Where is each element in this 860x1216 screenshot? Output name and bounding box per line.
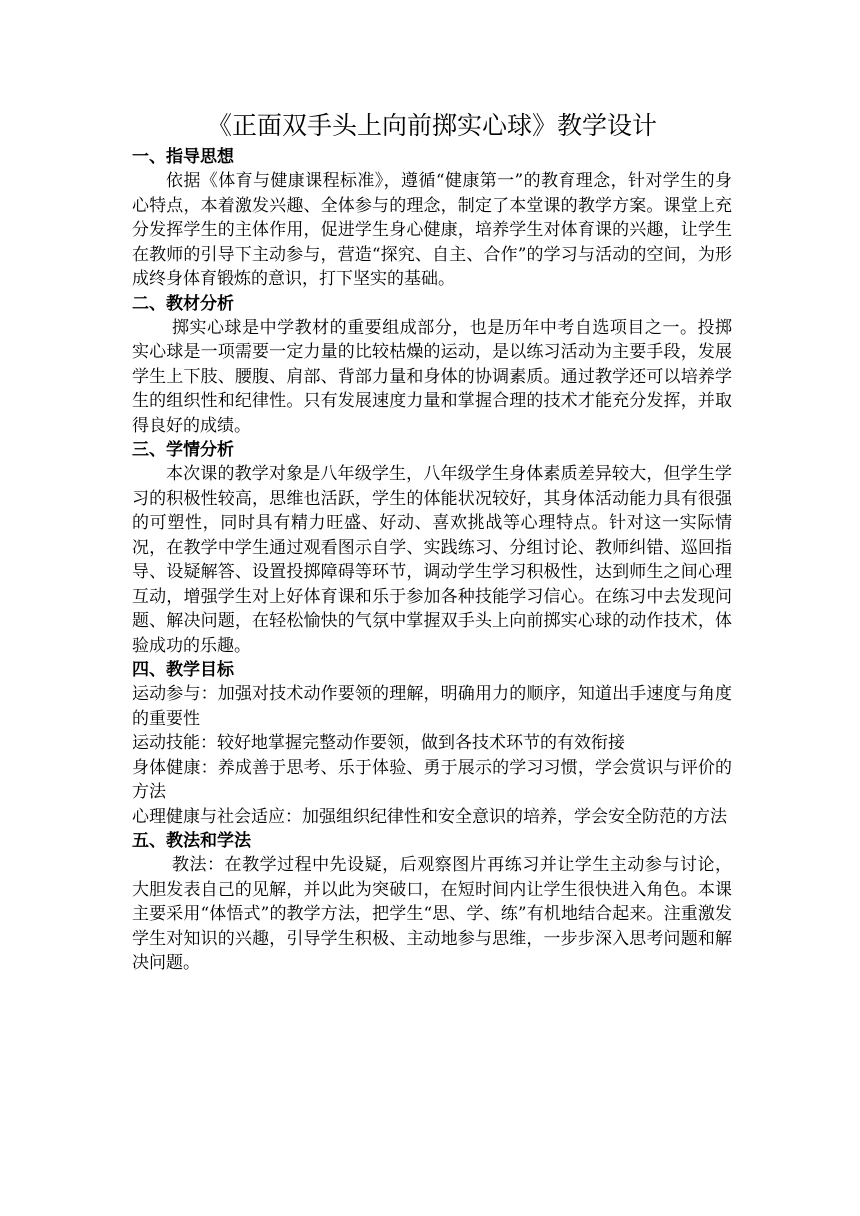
section-heading-guiding-ideology: 一、指导思想: [132, 147, 234, 167]
document-page: [132, 108, 732, 976]
section-heading-teaching-goals: 四、教学目标: [132, 660, 234, 680]
goal-item-participation: 运动参与：加强对技术动作要领的理解，明确用力的顺序，知道出手速度与角度的重要性: [132, 684, 732, 729]
section-heading-material-analysis: 二、教材分析: [132, 293, 234, 314]
document-title: 《正面双手头上向前掷实心球》教学设计: [206, 111, 657, 140]
section-paragraph-methods: 教法：在教学过程中先设疑，后观察图片再练习并让学生主动参与讨论，大胆发表自己的见解，并以此为突破口，在短时间内让学生很快进入角色。本课主要采用“体悟式”的教学方法，把学生“思、学、练”有机地结合起来。注重激发学生对知识的兴趣，引导学生积极、主动地参与思维，一步步深入思考问题和解决问题。: [132, 855, 732, 973]
section-heading-student-analysis: 三、学情分析: [132, 440, 234, 460]
section-paragraph-guiding-ideology: 依据《体育与健康课程标准》，遵循“健康第一”的教育理念，针对学生的身心特点，本着激发兴趣、全体参与的理念，制定了本堂课的教学方案。课堂上充分发挥学生的主体作用，促进学生身心健康，培养学生对体育课的兴趣，让学生在教师的引导下主动参与，营造“探究、自主、合作”的学习与活动的空间，为形成终身体育锻炼的意识，打下坚实的基础。: [132, 171, 732, 289]
section-paragraph-student-analysis: 本次课的教学对象是八年级学生，八年级学生身体素质差异较大，但学生学习的积极性较高，思维也活跃，学生的体能状况较好，其身体活动能力具有很强的可塑性，同时具有精力旺盛、好动、喜欢挑战等心理特点。针对这一实际情况，在教学中学生通过观看图示自学、实践练习、分组讨论、教师纠错、巡回指导、设疑解答、设置投掷障碍等环节，调动学生学习积极性，达到师生之间心理互动，增强学生对上好体育课和乐于参加各种技能学习信心。在练习中去发现问题、解决问题，在轻松愉快的气氛中掌握双手头上向前掷实心球的动作技术，体验成功的乐趣。: [132, 464, 732, 656]
goal-item-mental-health: 心理健康与社会适应：加强组织纪律性和安全意识的培养，学会安全防范的方法: [132, 806, 727, 827]
goal-item-physical-health: 身体健康：养成善于思考、乐于体验、勇于展示的学习习惯，学会赏识与评价的方法: [132, 757, 732, 802]
goal-item-skills: 运动技能：较好地掌握完整动作要领，做到各技术环节的有效衔接: [132, 733, 625, 753]
section-heading-methods: 五、教法和学法: [132, 831, 251, 851]
section-paragraph-material-analysis: 掷实心球是中学教材的重要组成部分，也是历年中考自选项目之一。投掷实心球是一项需要一定力量的比较枯燥的运动，是以练习活动为主要手段，发展学生上下肢、腰腹、肩部、背部力量和身体的协调素质。通过教学还可以培养学生的组织性和纪律性。只有发展速度力量和掌握合理的技术才能充分发挥，并取得良好的成绩。: [132, 317, 732, 436]
